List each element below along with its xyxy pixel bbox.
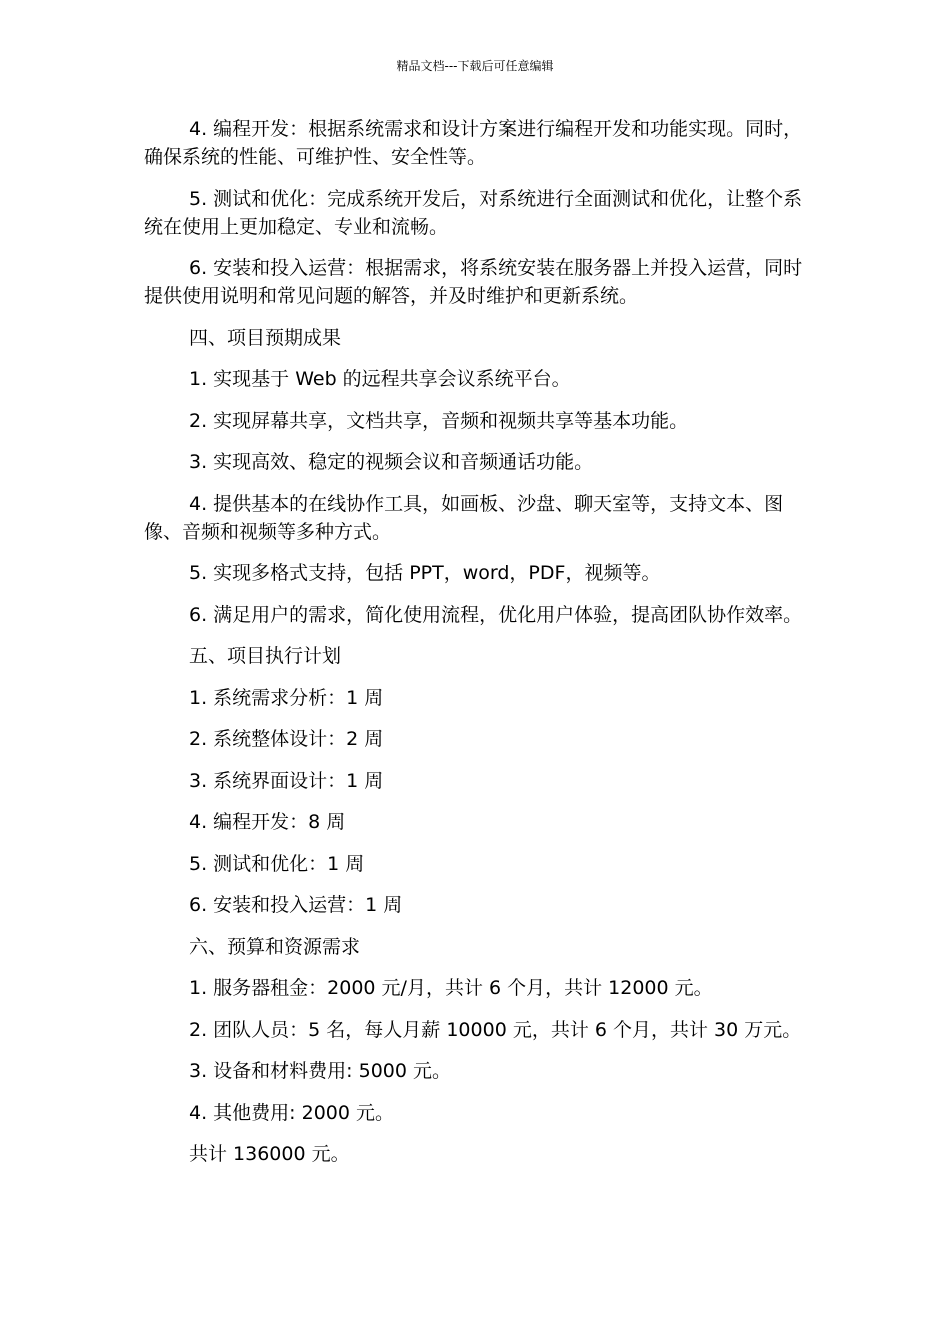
list-item: 2. 系统整体设计：2 周 <box>189 728 384 750</box>
list-item: 6. 安装和投入运营：1 周 <box>189 894 403 916</box>
list-item: 1. 服务器租金：2000 元/月，共计 6 个月，共计 12000 元。 <box>189 977 713 999</box>
list-item: 4. 其他费用: 2000 元。 <box>189 1101 395 1124</box>
list-item: 4. 提供基本的在线协作工具，如画板、沙盘、聊天室等，支持文本、图像、音频和视频等多种方式。 <box>144 492 784 543</box>
section-heading-expected-results: 四、项目预期成果 <box>189 326 342 349</box>
section-heading-budget: 六、预算和资源需求 <box>189 935 361 958</box>
list-item: 3. 系统界面设计：1 周 <box>189 769 384 792</box>
list-item: 3. 实现高效、稳定的视频会议和音频通话功能。 <box>189 451 594 473</box>
section-heading-execution-plan: 五、项目执行计划 <box>189 645 342 667</box>
list-item: 1. 实现基于 Web 的远程共享会议系统平台。 <box>189 368 571 390</box>
list-item: 6. 满足用户的需求，简化使用流程，优化用户体验，提高团队协作效率。 <box>189 603 803 626</box>
list-item: 1. 系统需求分析：1 周 <box>189 686 384 709</box>
document-body <box>144 115 809 1182</box>
list-item: 2. 实现屏幕共享，文档共享，音频和视频共享等基本功能。 <box>189 409 689 432</box>
paragraph-testing: 5. 测试和优化：完成系统开发后，对系统进行全面测试和优化，让整个系统在使用上更加稳定、专业和流畅。 <box>144 187 803 238</box>
budget-total: 共计 136000 元。 <box>189 1143 350 1165</box>
list-item: 5. 实现多格式支持，包括 PPT，word，PDF，视频等。 <box>189 562 661 584</box>
list-item: 2. 团队人员：5 名，每人月薪 10000 元，共计 6 个月，共计 30 万元。 <box>189 1018 802 1041</box>
paragraph-programming: 4. 编程开发：根据系统需求和设计方案进行编程开发和功能实现。同时，确保系统的性能、可维护性、安全性等。 <box>144 118 803 168</box>
paragraph-deployment: 6. 安装和投入运营：根据需求，将系统安装在服务器上并投入运营，同时提供使用说明和常见问题的解答，并及时维护和更新系统。 <box>144 257 803 307</box>
list-item: 5. 测试和优化：1 周 <box>189 852 365 875</box>
list-item: 3. 设备和材料费用: 5000 元。 <box>189 1060 452 1082</box>
list-item: 4. 编程开发：8 周 <box>189 811 346 833</box>
page-header: 精品文档---下载后可任意编辑 <box>396 59 554 73</box>
